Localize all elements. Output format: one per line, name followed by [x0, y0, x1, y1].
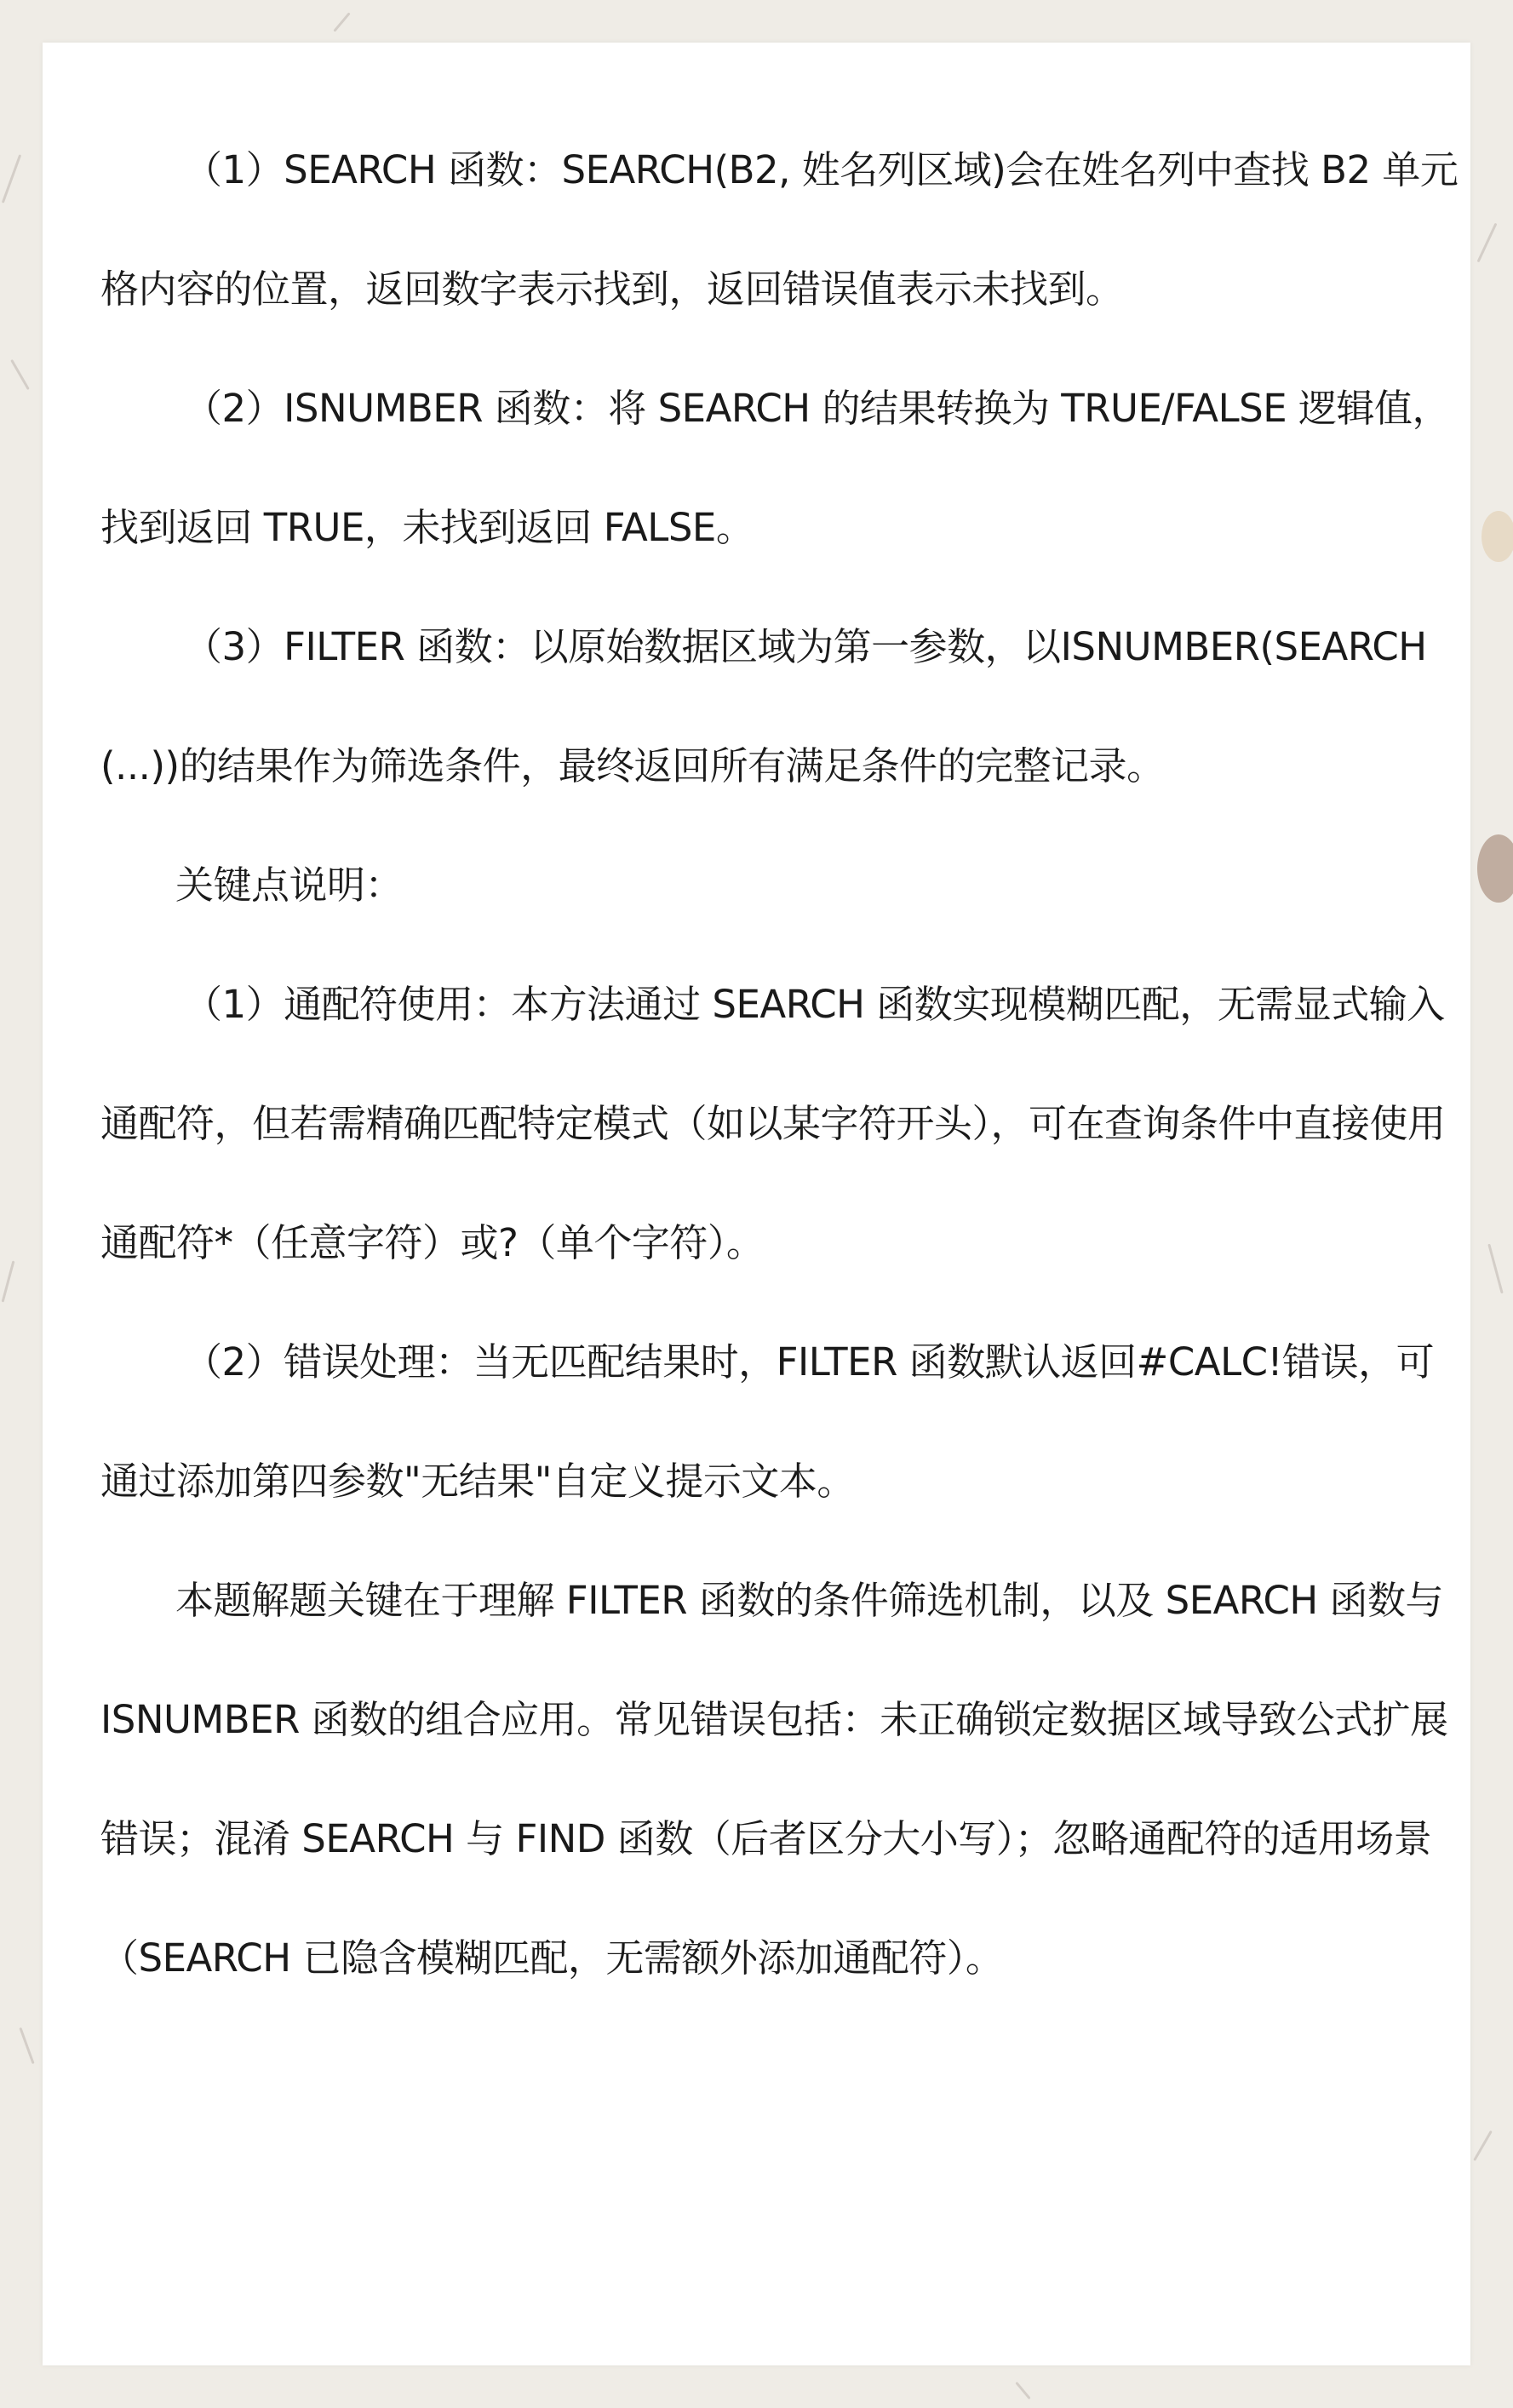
document-page [43, 43, 1470, 2365]
bg-scratch [19, 2027, 34, 2064]
paragraph-summary: 本题解题关键在于理解 FILTER 函数的条件筛选机制，以及 SEARCH 函数与 ISNUMBER 函数的组合应用。常见错误包括：未正确锁定数据区域导致公式扩展错误；混淆 SEARCH 与 FIND 函数（后者区分大小写）；忽略通配符的适用场景（SEARCH 已隐含模糊匹配，无需额外添加通配符）。 [100, 1578, 1448, 1981]
document-body [100, 111, 1463, 2018]
bg-scratch [1473, 2130, 1493, 2161]
bg-scratch [1477, 223, 1498, 263]
paragraph-error-handling: （2）错误处理：当无匹配结果时，FILTER 函数默认返回#CALC!错误，可通过添加第四参数"无结果"自定义提示文本。 [100, 1339, 1435, 1504]
bg-scratch [10, 359, 30, 390]
key-points-heading: 关键点说明： [175, 863, 404, 908]
paragraph-isnumber-function: （2）ISNUMBER 函数：将 SEARCH 的结果转换为 TRUE/FALSE 逻辑值，找到返回 TRUE，未找到返回 FALSE。 [100, 386, 1450, 550]
bg-scratch [1487, 1244, 1503, 1294]
paragraph-search-function: （1）SEARCH 函数：SEARCH(B2, 姓名列区域)会在姓名列中查找 B2 单元格内容的位置，返回数字表示找到，返回错误值表示未找到。 [100, 147, 1459, 312]
bg-scratch [2, 1260, 15, 1302]
paragraph-wildcard-usage: （1）通配符使用：本方法通过 SEARCH 函数实现模糊匹配，无需显式输入通配符，但若需精确匹配特定模式（如以某字符开头），可在查询条件中直接使用通配符*（任意字符）或?（单个字符）。 [100, 982, 1446, 1265]
bg-scratch [1015, 2382, 1030, 2399]
bg-blob [1481, 511, 1513, 562]
bg-blob [1477, 834, 1513, 903]
bg-scratch [333, 12, 350, 32]
bg-scratch [2, 154, 21, 203]
paragraph-filter-function: （3）FILTER 函数：以原始数据区域为第一参数，以ISNUMBER(SEARCH(...))的结果作为筛选条件，最终返回所有满足条件的完整记录。 [100, 624, 1427, 788]
